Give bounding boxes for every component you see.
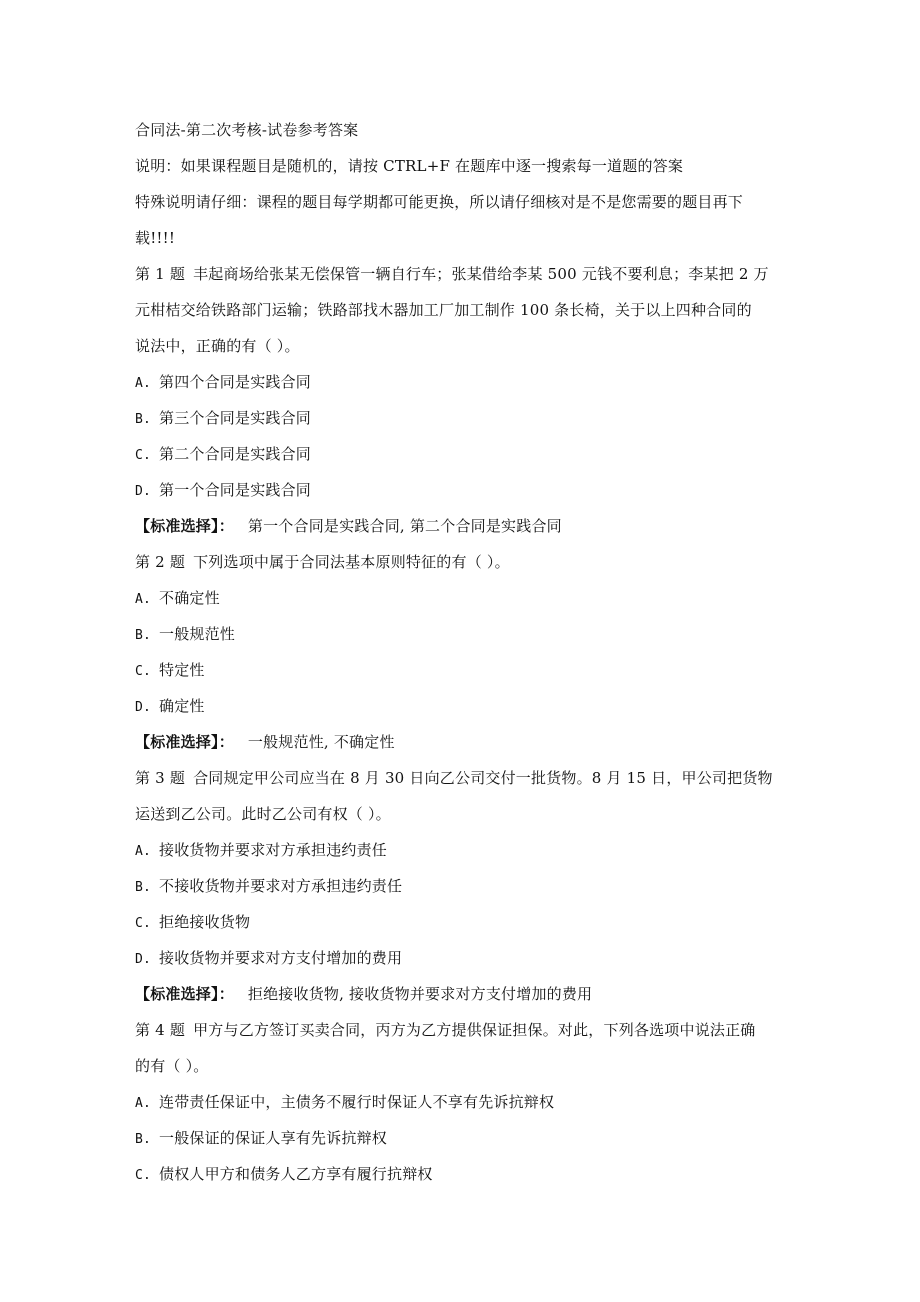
option-text: 债权人甲方和债务人乙方享有履行抗辩权 xyxy=(159,1165,433,1183)
document-title: 合同法-第二次考核-试卷参考答案 xyxy=(135,121,359,139)
question-text: 下列选项中属于合同法基本原则特征的有（ ）。 xyxy=(193,553,510,571)
option-text: 不确定性 xyxy=(159,589,220,607)
question-stem-line xyxy=(135,766,795,802)
special-note-line-2: 载!!!! xyxy=(135,229,176,247)
question-number: 第 2 题 xyxy=(135,553,186,571)
answer-tag: 【标准选择】： xyxy=(135,517,234,535)
question-text: 甲方与乙方签订买卖合同，丙方为乙方提供保证担保。对此，下列各选项中说法正确 xyxy=(193,1021,756,1039)
option-a xyxy=(135,370,795,406)
option-text: 特定性 xyxy=(159,661,205,679)
option-text: 一般规范性 xyxy=(159,625,236,643)
question-stem-line: 说法中，正确的有（ ）。 xyxy=(135,337,300,355)
option-text: 一般保证的保证人享有先诉抗辩权 xyxy=(159,1129,388,1147)
question-number: 第 3 题 xyxy=(135,769,186,787)
option-text: 第二个合同是实践合同 xyxy=(159,445,312,463)
question-2 xyxy=(135,550,795,766)
answer-tag: 【标准选择】： xyxy=(135,733,234,751)
option-c xyxy=(135,1162,795,1198)
option-label: B. xyxy=(135,1132,152,1147)
option-label: C. xyxy=(135,664,152,679)
option-a xyxy=(135,586,795,622)
question-1 xyxy=(135,262,795,550)
question-text: 丰起商场给张某无偿保管一辆自行车；张某借给李某 500 元钱不要利息；李某把 2 万 xyxy=(193,265,769,283)
option-c xyxy=(135,910,795,946)
option-a xyxy=(135,1090,795,1126)
option-label: A. xyxy=(135,1096,152,1111)
option-d xyxy=(135,478,795,514)
question-stem-line xyxy=(135,262,795,298)
option-label: A. xyxy=(135,592,152,607)
standard-answer xyxy=(135,982,795,1018)
question-stem-line: 的有（ ）。 xyxy=(135,1057,209,1075)
option-b xyxy=(135,622,795,658)
option-text: 第四个合同是实践合同 xyxy=(159,373,312,391)
option-text: 第一个合同是实践合同 xyxy=(159,481,312,499)
option-label: D. xyxy=(135,952,152,967)
answer-text: 拒绝接收货物, 接收货物并要求对方支付增加的费用 xyxy=(247,985,593,1003)
special-note-line-1: 特殊说明请仔细：课程的题目每学期都可能更换，所以请仔细核对是不是您需要的题目再下 xyxy=(135,193,744,211)
option-label: A. xyxy=(135,376,152,391)
option-text: 第三个合同是实践合同 xyxy=(159,409,312,427)
option-d xyxy=(135,694,795,730)
option-d xyxy=(135,946,795,982)
option-text: 接收货物并要求对方支付增加的费用 xyxy=(159,949,403,967)
question-stem-line: 运送到乙公司。此时乙公司有权（ ）。 xyxy=(135,805,391,823)
question-text: 合同规定甲公司应当在 8 月 30 日向乙公司交付一批货物。8 月 15 日，甲公司把货物 xyxy=(193,769,773,787)
option-b xyxy=(135,874,795,910)
standard-answer xyxy=(135,730,795,766)
option-label: B. xyxy=(135,412,152,427)
question-stem-line xyxy=(135,1018,795,1054)
option-text: 确定性 xyxy=(159,697,205,715)
option-c xyxy=(135,442,795,478)
option-text: 接收货物并要求对方承担违约责任 xyxy=(159,841,388,859)
option-label: B. xyxy=(135,880,152,895)
option-text: 连带责任保证中，主债务不履行时保证人不享有先诉抗辩权 xyxy=(159,1093,555,1111)
answer-text: 第一个合同是实践合同, 第二个合同是实践合同 xyxy=(247,517,562,535)
question-stem-line xyxy=(135,550,795,586)
question-4 xyxy=(135,1018,795,1198)
answer-tag: 【标准选择】： xyxy=(135,985,234,1003)
standard-answer xyxy=(135,514,795,550)
option-text: 不接收货物并要求对方承担违约责任 xyxy=(159,877,403,895)
option-label: A. xyxy=(135,844,152,859)
option-label: C. xyxy=(135,916,152,931)
option-text: 拒绝接收货物 xyxy=(159,913,251,931)
document-page xyxy=(135,118,795,1198)
option-label: D. xyxy=(135,700,152,715)
question-3 xyxy=(135,766,795,1018)
option-a xyxy=(135,838,795,874)
question-number: 第 1 题 xyxy=(135,265,186,283)
answer-text: 一般规范性, 不确定性 xyxy=(247,733,395,751)
option-b xyxy=(135,1126,795,1162)
option-label: C. xyxy=(135,1168,152,1183)
option-label: D. xyxy=(135,484,152,499)
instruction-note: 说明：如果课程题目是随机的，请按 CTRL+F 在题库中逐一搜索每一道题的答案 xyxy=(135,157,684,175)
option-c xyxy=(135,658,795,694)
option-label: B. xyxy=(135,628,152,643)
option-label: C. xyxy=(135,448,152,463)
question-stem-line: 元柑桔交给铁路部门运输；铁路部找木器加工厂加工制作 100 条长椅，关于以上四种合同的 xyxy=(135,301,752,319)
option-b xyxy=(135,406,795,442)
question-number: 第 4 题 xyxy=(135,1021,186,1039)
